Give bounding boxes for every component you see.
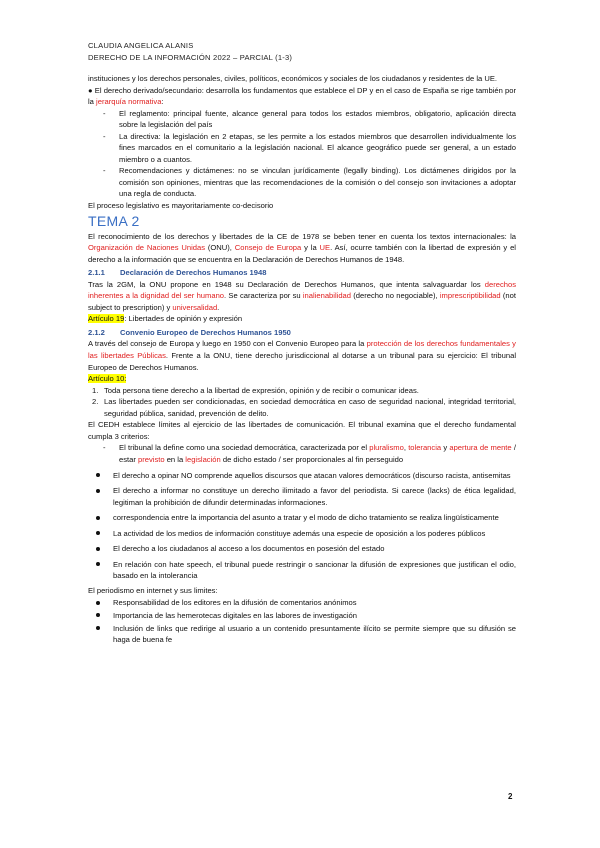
list-item: Responsabilidad de los editores en la difusión de comentarios anónimos xyxy=(88,597,516,609)
header-course: DERECHO DE LA INFORMACIÓN 2022 – PARCIAL (1-3) xyxy=(88,52,293,62)
derived-law-paragraph: ● El derecho derivado/secundario: desarrolla los fundamentos que establece el DP y en el caso de España se rige también por la jerarquía normativa: xyxy=(88,85,516,107)
numbered-item-1: 1. Toda persona tiene derecho a la libertad de expresión, opinión y de recibir o comunicar ideas. xyxy=(92,385,419,395)
tema-intro-paragraph: El reconocimiento de los derechos y libertades de la CE de 1978 se beben tener en cuenta los textos internacionales: la Organización de Naciones Unidas (ONU), Consejo de Europa y la UE. Así, ocurre también con la libertad de expresión y el derecho a la información que se encuentra en la Declaración de Derechos Humanos de 1948. xyxy=(88,231,516,264)
list-item: El derecho a los ciudadanos al acceso a los documentos en posesión del estado xyxy=(88,543,516,555)
subsection-heading-1950: 2.1.2 Convenio Europeo de Derechos Humanos 1950 xyxy=(88,327,291,337)
numbered-item-2: 2. Las libertades pueden ser condicionadas, en sociedad democrática en caso de seguridad nacional, integridad territorial, seguridad pública, sanidad, prevención de delito. xyxy=(92,397,516,418)
section-heading-tema: TEMA 2 xyxy=(88,212,140,229)
dash-item-directiva: - La directiva: la legislación en 2 etapas, se les permite a los estados miembros que desarrollen individualmente los fines marcados en el comunitario a la legislación nacional. El alcance geográfico puede ser general, a un estado miembro o a cuantos. xyxy=(88,131,516,166)
highlight-jerarquia: jerarquía normativa xyxy=(96,97,162,107)
list-item: Importancia de las hemerotecas digitales en las labores de investigación xyxy=(88,610,516,622)
subsection-heading-1948: 2.1.1 Declaración de Derechos Humanos 1948 xyxy=(88,268,267,278)
dash-item-recomendaciones: - Recomendaciones y dictámenes: no se vinculan jurídicamente (legally binding). Los dictámenes dirigidos por la comisión son opiniones, mientras que las recomendaciones de la comisión o del consejo son invitaciones a adoptar una regla de conducta. xyxy=(88,165,516,200)
list-item: Inclusión de links que redirige al usuario a un contenido presuntamente ilícito se permite siempre que su difusión se haga de buena fe xyxy=(88,623,516,646)
page-body xyxy=(88,73,516,646)
page-number: 2 xyxy=(508,792,513,801)
cedh-limits-paragraph: El CEDH establece límites al ejercicio de las libertades de comunicación. El tribunal examina que el derecho fundamental cumpla 3 criterios: xyxy=(88,420,516,441)
list-item: La actividad de los medios de información constituye además una especie de oposición a los poderes públicos xyxy=(88,528,516,540)
list-item: El derecho a opinar NO comprende aquellos discursos que atacan valores democráticos (discurso racista, antisemitas xyxy=(88,470,516,482)
cedh-paragraph: A través del consejo de Europa y luego en 1950 con el Convenio Europeo para la protección de los derechos fundamentales y las libertades Públicas. Frente a la ONU, tiene derecho jurisdiccional al dotarse a un tribunal para su ejercicio: El tribunal Europeo de Derechos Humanos. xyxy=(88,339,517,372)
page-header xyxy=(88,40,292,63)
article-19-line: Artículo 19: Libertades de opinión y expresión xyxy=(88,314,243,324)
list-item: El derecho a informar no constituye un derecho ilimitado a favor del periodista. Si carece (lacks) de ética legalidad, legitiman la prohibición de difundir determinadas informaciones. xyxy=(88,485,516,508)
legislative-process-line: El proceso legislativo es mayoritariamente co-decisorio xyxy=(88,201,274,211)
article-19-label: Artículo 19 xyxy=(88,314,125,324)
article-10-label: Artículo 10 xyxy=(88,374,125,384)
dash-item-criteria: - El tribunal la define como una sociedad democrática, caracterizada por el pluralismo, tolerancia y apertura de mente / estar previsto en la legislación de dicho estado / ser proporcionales al fin perseguido xyxy=(88,442,516,465)
list-item: En relación con hate speech, el tribunal puede restringir o sancionar la difusión de expresiones que justifican el odio, basado en la intolerancia xyxy=(88,559,516,582)
intro-paragraph: instituciones y los derechos personales, civiles, políticos, económicos y sociales de los ciudadanos y residentes de la UE. xyxy=(88,74,498,83)
dudh-paragraph: Tras la 2GM, la ONU propone en 1948 su Declaración de Derechos Humanos, que intenta salvaguardar los derechos inherentes a la dignidad del ser humano. Se caracteriza por su inalienabilidad (derecho no negociable), imprescriptibilidad (not subject to prescription) y universalidad. xyxy=(88,279,516,312)
article-10-line: Artículo 10: xyxy=(88,374,127,384)
internet-intro-line: El periodismo en internet y sus limites: xyxy=(88,585,218,595)
dash-item-reglamento: - El reglamento: principal fuente, alcance general para todos los estados miembros, obligatorio, aplicación directa sobre la legislación del país xyxy=(88,108,516,131)
list-item: correspondencia entre la importancia del asunto a tratar y el modo de dicho tratamiento se realiza lingüísticamente xyxy=(88,512,516,524)
header-author: CLAUDIA ANGELICA ALANIS xyxy=(88,41,194,50)
